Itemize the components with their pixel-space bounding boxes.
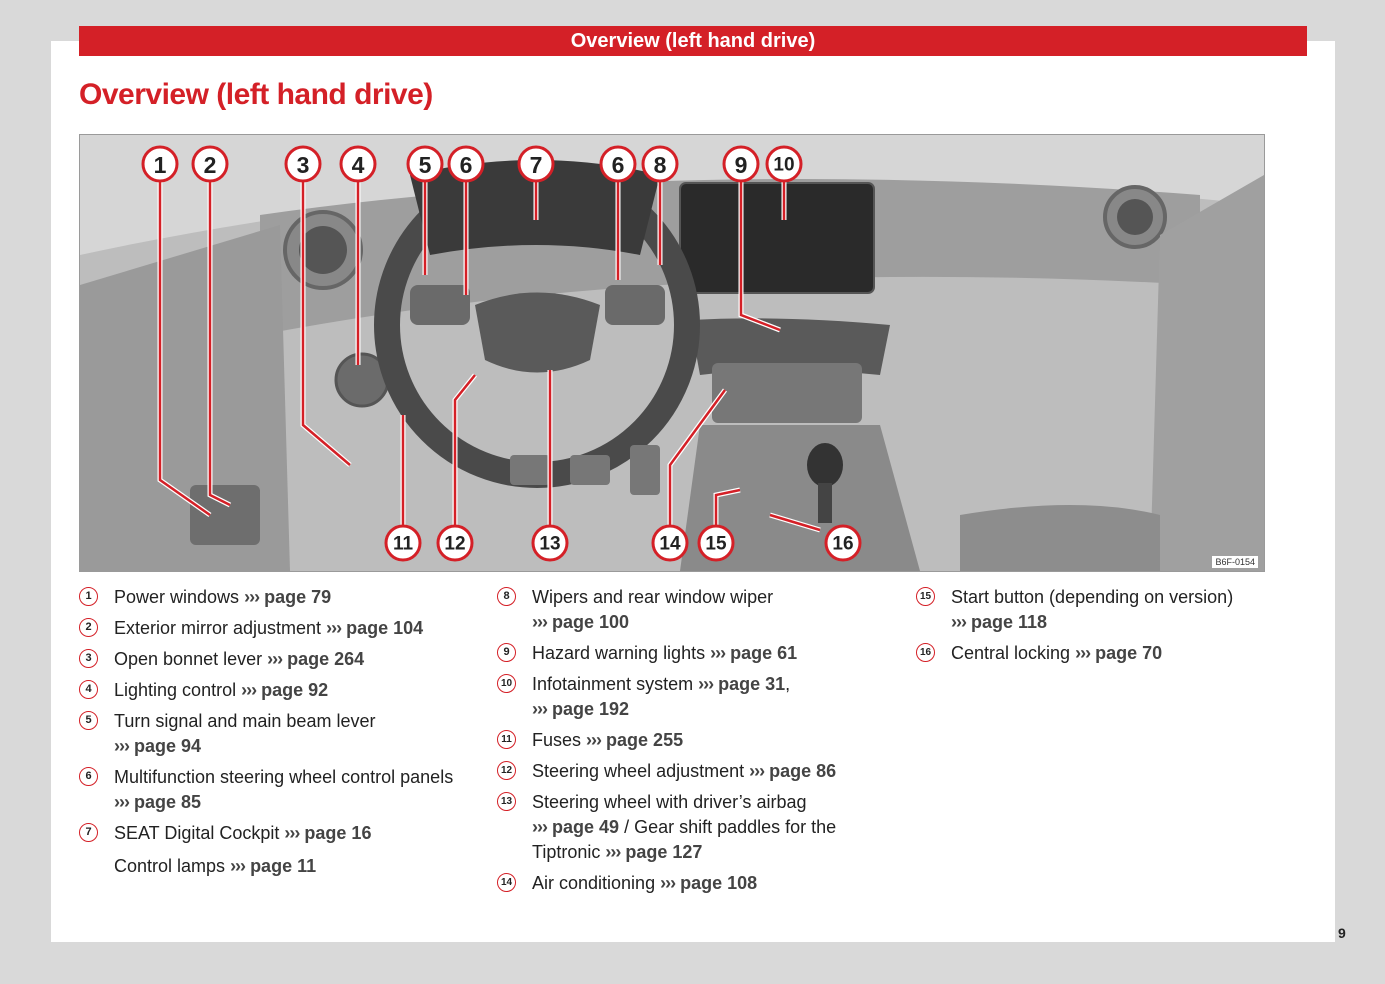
svg-text:14: 14 xyxy=(659,533,681,555)
page-ref-link[interactable]: page 61 xyxy=(730,643,798,663)
callout-12 xyxy=(438,526,472,560)
page-ref-link[interactable]: page 85 xyxy=(134,792,202,812)
callout-6-left xyxy=(449,147,483,181)
svg-text:1: 1 xyxy=(153,152,167,178)
page-number: 9 xyxy=(1338,925,1346,941)
legend-item-1: 1 Power windows ››› page 79 xyxy=(79,585,479,610)
svg-text:2: 2 xyxy=(203,152,217,178)
legend-item-10: 10 Infotainment system ››› page 31, ››› page 192 xyxy=(497,672,897,722)
page-ref-link[interactable]: page 104 xyxy=(346,618,424,638)
legend-column-2 xyxy=(497,585,897,896)
page-ref-link[interactable]: page 92 xyxy=(261,680,329,700)
page-ref-link[interactable]: page 192 xyxy=(552,699,630,719)
callout-2 xyxy=(193,147,227,181)
page-title: Overview (left hand drive) xyxy=(79,78,433,111)
page-ref-link[interactable]: page 94 xyxy=(134,736,202,756)
legend-item-5: 5 Turn signal and main beam lever ››› page 94 xyxy=(79,709,479,759)
callout-5 xyxy=(408,147,442,181)
page-ref-link[interactable]: page 255 xyxy=(606,730,684,750)
legend-column-3 xyxy=(916,585,1276,666)
legend-item-6: 6 Multifunction steering wheel control panels ››› page 85 xyxy=(79,765,479,815)
legend-item-7: 7 SEAT Digital Cockpit ››› page 16 xyxy=(79,821,479,846)
callout-7 xyxy=(519,147,553,181)
page-ref-link[interactable]: page 108 xyxy=(680,873,758,893)
callout-14 xyxy=(653,526,687,560)
page-ref-link[interactable]: page 127 xyxy=(625,842,703,862)
legend-item-12: 12 Steering wheel adjustment ››› page 86 xyxy=(497,759,897,784)
svg-text:11: 11 xyxy=(392,533,414,555)
legend-item-15: 15 Start button (depending on version) ››› page 118 xyxy=(916,585,1276,635)
legend-item-9: 9 Hazard warning lights ››› page 61 xyxy=(497,641,897,666)
page-ref-link[interactable]: page 79 xyxy=(264,587,332,607)
callout-11 xyxy=(386,526,420,560)
page-ref-link[interactable]: page 70 xyxy=(1095,643,1163,663)
page-ref-link[interactable]: page 11 xyxy=(250,856,317,876)
svg-text:5: 5 xyxy=(418,152,432,178)
figure-id-label: B6F-0154 xyxy=(1212,556,1258,568)
svg-text:12: 12 xyxy=(444,533,466,555)
callout-1 xyxy=(143,147,177,181)
svg-text:9: 9 xyxy=(734,152,748,178)
header-bar-title: Overview (left hand drive) xyxy=(570,30,816,52)
legend-item-13: 13 Steering wheel with driver’s airbag ››› page 49 / Gear shift paddles for the Tiptronic ››› page 127 xyxy=(497,790,897,865)
legend-item-2: 2 Exterior mirror adjustment ››› page 104 xyxy=(79,616,479,641)
page-ref-link[interactable]: page 86 xyxy=(769,761,837,781)
dashboard-figure xyxy=(79,134,1265,572)
svg-text:3: 3 xyxy=(296,152,310,178)
svg-text:6: 6 xyxy=(459,152,473,178)
legend-item-14: 14 Air conditioning ››› page 108 xyxy=(497,871,897,896)
page-ref-link[interactable]: page 118 xyxy=(971,612,1048,632)
callout-10 xyxy=(767,147,801,181)
svg-text:13: 13 xyxy=(539,533,561,555)
callout-6-right xyxy=(601,147,635,181)
svg-text:4: 4 xyxy=(351,152,365,178)
page-ref-link[interactable]: page 16 xyxy=(304,823,372,843)
page-ref-link[interactable]: page 100 xyxy=(552,612,630,632)
callout-9 xyxy=(724,147,758,181)
callout-3 xyxy=(286,147,320,181)
callout-16 xyxy=(826,526,860,560)
legend-item-4: 4 Lighting control ››› page 92 xyxy=(79,678,479,703)
svg-text:7: 7 xyxy=(529,152,543,178)
page-ref-link[interactable]: page 31 xyxy=(718,674,786,694)
legend-item-3: 3 Open bonnet lever ››› page 264 xyxy=(79,647,479,672)
legend-item-control-lamps: Control lamps ››› page 11 xyxy=(114,856,317,876)
page-ref-link[interactable]: page 264 xyxy=(287,649,365,669)
svg-text:16: 16 xyxy=(832,533,854,555)
callout-8 xyxy=(643,147,677,181)
page-ref-link[interactable]: page 49 xyxy=(552,817,620,837)
legend-item-8: 8 Wipers and rear window wiper ››› page 100 xyxy=(497,585,897,635)
svg-text:15: 15 xyxy=(705,533,727,555)
callout-15 xyxy=(699,526,733,560)
dashboard-illustration xyxy=(80,135,1264,571)
legend-item-16: 16 Central locking ››› page 70 xyxy=(916,641,1276,666)
legend-column-1 xyxy=(79,585,479,879)
legend-item-11: 11 Fuses ››› page 255 xyxy=(497,728,897,753)
header-bar xyxy=(79,26,1307,56)
svg-text:6: 6 xyxy=(611,152,625,178)
svg-text:10: 10 xyxy=(773,154,795,176)
svg-text:8: 8 xyxy=(653,152,667,178)
callout-4 xyxy=(341,147,375,181)
callout-13 xyxy=(533,526,567,560)
